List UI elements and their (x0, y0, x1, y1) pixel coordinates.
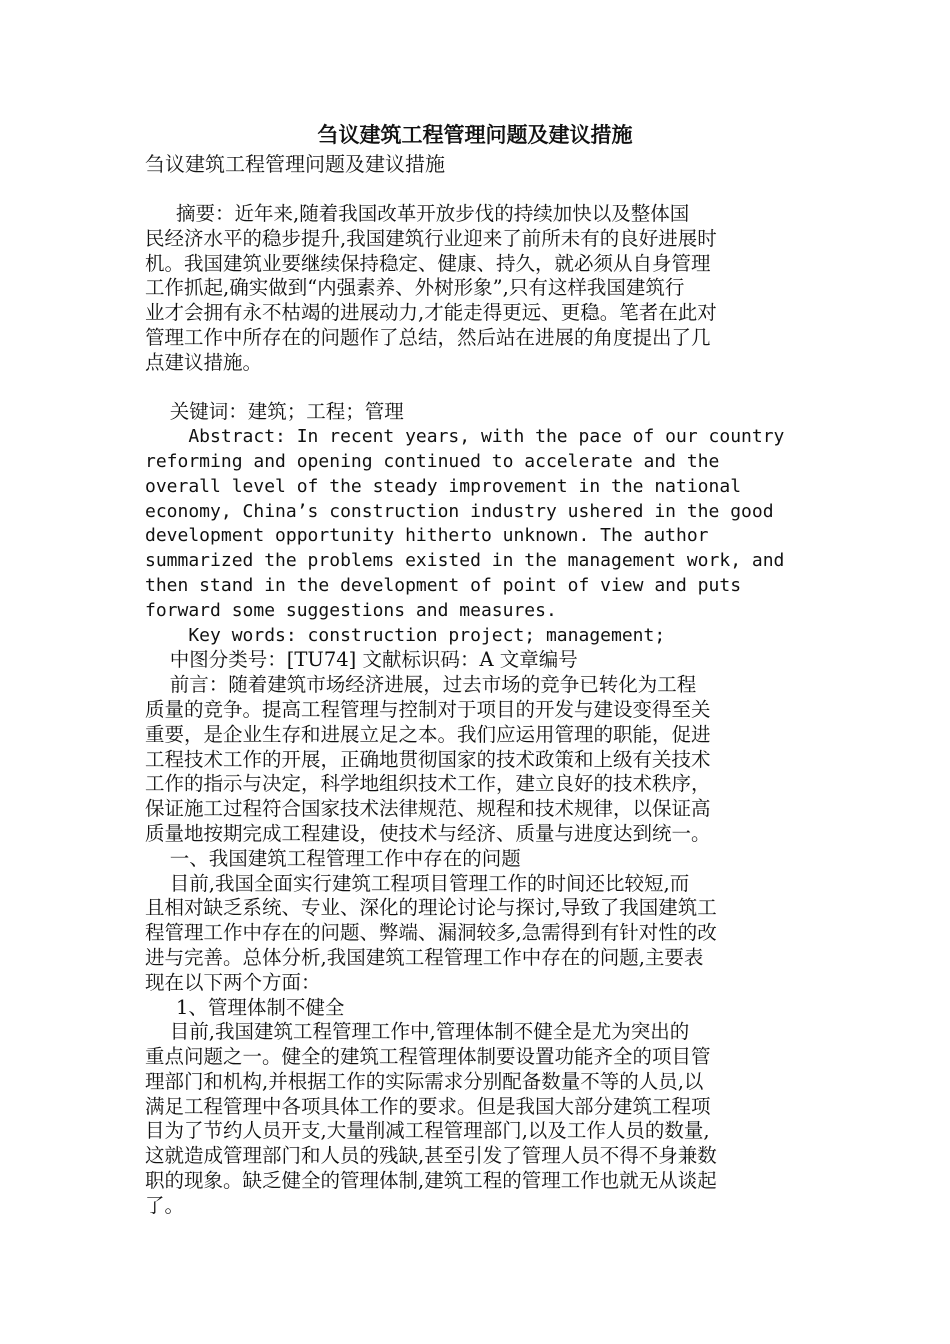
subsection-line: 目为了节约人员开支,大量削减工程管理部门,以及工作人员的数量, (145, 1119, 710, 1143)
section-line: 进与完善。总体分析,我国建筑工程管理工作中存在的问题,主要表 (145, 945, 704, 969)
introduction-line: 质量地按期完成工程建设，使技术与经济、质量与进度达到统一。 (145, 821, 711, 845)
abstract-line: 业才会拥有永不枯竭的进展动力,才能走得更远、更稳。笔者在此对 (145, 301, 717, 325)
abstract-line: 工作抓起,确实做到“内强素养、外树形象”,只有这样我国建筑行 (145, 276, 685, 300)
section-heading: 一、我国建筑工程管理工作中存在的问题 (145, 846, 521, 870)
section-line: 且相对缺乏系统、专业、深化的理论讨论与探讨,导致了我国建筑工 (145, 896, 717, 920)
english-abstract-line: overall level of the steady improvement in the national (145, 475, 742, 497)
abstract-line: 民经济水平的稳步提升,我国建筑行业迎来了前所未有的良好进展时 (145, 226, 717, 250)
subsection-line: 目前,我国建筑工程管理工作中,管理体制不健全是尤为突出的 (145, 1020, 690, 1044)
abstract-line: 点建议措施。 (145, 350, 263, 374)
english-abstract-line: economy, China’s construction industry ushered in the good (145, 500, 774, 522)
abstract-paragraph (145, 202, 805, 376)
subsection-line: 了。 (145, 1193, 185, 1217)
document-subtitle: 刍议建筑工程管理问题及建议措施 (145, 152, 445, 176)
english-abstract-line: Abstract: In recent years, with the pace of our country (145, 426, 785, 448)
blank-line (145, 376, 805, 401)
subsection-heading: 1、管理体制不健全 (145, 995, 345, 1019)
english-abstract-line: forward some suggestions and measures. (145, 599, 557, 621)
introduction-line: 质量的竞争。提高工程管理与控制对于项目的开发与建设变得至关 (145, 697, 711, 721)
abstract-line: 管理工作中所存在的问题作了总结，然后站在进展的角度提出了几 (145, 325, 711, 349)
section-line: 现在以下两个方面： (145, 970, 321, 994)
introduction-line: 保证施工过程符合国家技术法律规范、规程和技术规律，以保证高 (145, 797, 711, 821)
english-abstract (145, 425, 805, 623)
subsection-line: 理部门和机构,并根据工作的实际需求分别配备数量不等的人员,以 (145, 1069, 704, 1093)
introduction-line: 前言：随着建筑市场经济进展，过去市场的竞争已转化为工程 (145, 673, 697, 697)
subsection-paragraph (145, 1020, 805, 1218)
section-paragraph (145, 872, 805, 996)
introduction-line: 工程技术工作的开展，正确地贯彻国家的技术政策和上级有关技术 (145, 747, 711, 771)
classification-line: 中图分类号：[TU74] 文献标识码：A 文章编号 (145, 648, 578, 672)
section-line: 目前,我国全面实行建筑工程项目管理工作的时间还比较短,而 (145, 871, 690, 895)
introduction-line: 工作的指示与决定，科学地组织技术工作，建立良好的技术秩序， (145, 772, 711, 796)
subsection-line: 职的现象。缺乏健全的管理体制,建筑工程的管理工作也就无从谈起 (145, 1169, 717, 1193)
introduction-line: 重要，是企业生存和进展立足之本。我们应运用管理的职能，促进 (145, 722, 711, 746)
document-body (145, 120, 805, 1219)
keywords-line: 关键词：建筑；工程；管理 (145, 400, 404, 424)
subsection-line: 这就造成管理部门和人员的残缺,甚至引发了管理人员不得不身兼数 (145, 1144, 717, 1168)
abstract-line: 机。我国建筑业要继续保持稳定、健康、持久，就必须从自身管理 (145, 251, 711, 275)
english-keywords-line: Key words: construction project; management; (145, 624, 666, 646)
subsection-line: 满足工程管理中各项具体工作的要求。但是我国大部分建筑工程项 (145, 1094, 711, 1118)
english-abstract-line: reforming and opening continued to accelerate and the (145, 450, 720, 472)
section-line: 程管理工作中存在的问题、弊端、漏洞较多,急需得到有针对性的改 (145, 921, 717, 945)
english-abstract-line: summarized the problems existed in the management work, and (145, 550, 785, 572)
document-title: 刍议建筑工程管理问题及建议措施 (317, 122, 633, 147)
english-abstract-line: then stand in the development of point of view and puts (145, 574, 742, 596)
subsection-line: 重点问题之一。健全的建筑工程管理体制要设置功能齐全的项目管 (145, 1045, 711, 1069)
introduction-paragraph (145, 673, 805, 847)
abstract-line: 摘要：近年来,随着我国改革开放步伐的持续加快以及整体国 (145, 202, 690, 225)
english-abstract-line: development opportunity hitherto unknown. The author (145, 525, 709, 547)
